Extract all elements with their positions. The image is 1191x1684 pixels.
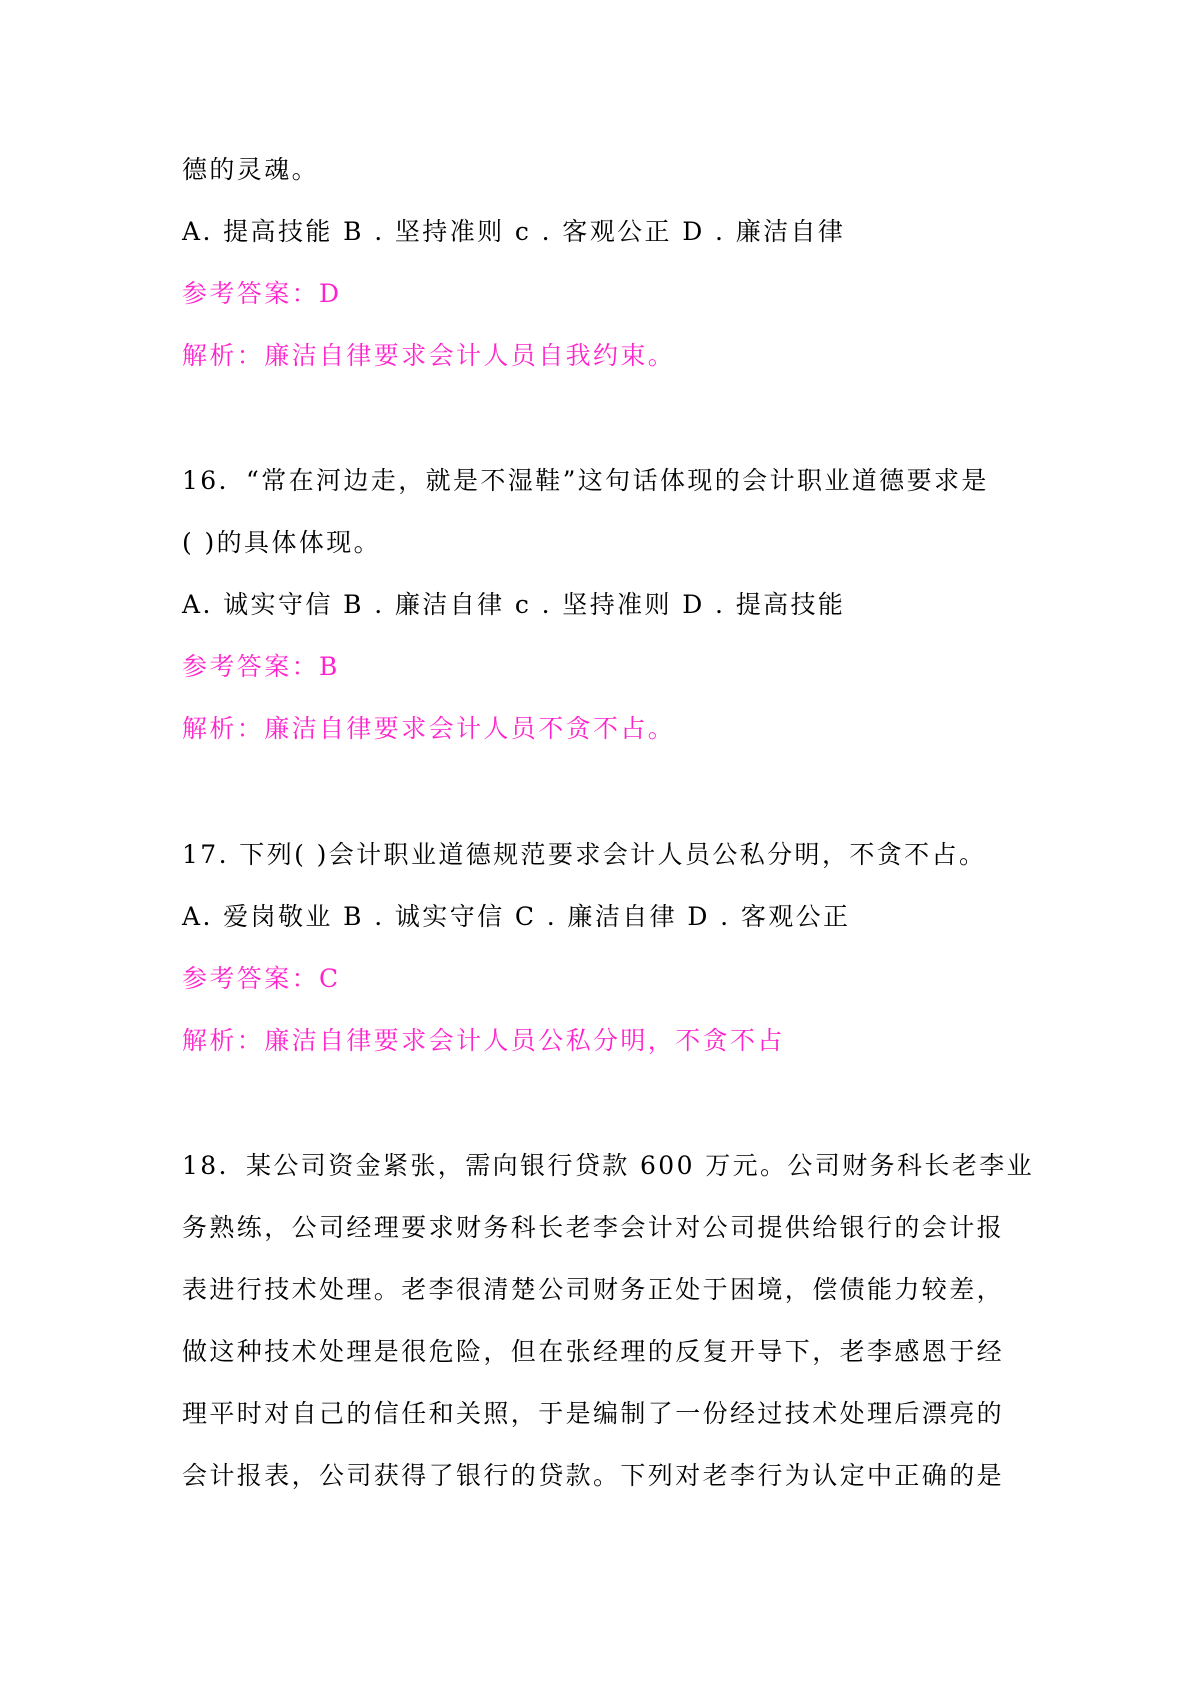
question-18-stem-line: 18．某公司资金紧张，需向银行贷款 600 万元。公司财务科长老李业 bbox=[182, 1151, 1035, 1180]
reference-answer: 参考答案：D bbox=[182, 279, 342, 308]
question-17-stem: 17. 下列( )会计职业道德规范要求会计人员公私分明，不贪不占。 bbox=[182, 840, 987, 869]
question-options: A. 提高技能 B . 坚持准则 c . 客观公正 D . 廉洁自律 bbox=[182, 217, 846, 246]
question-18-stem-line: 会计报表，公司获得了银行的贷款。下列对老李行为认定中正确的是 bbox=[182, 1461, 1005, 1490]
question-17-options: A. 爱岗敬业 B . 诚实守信 C . 廉洁自律 D . 客观公正 bbox=[182, 902, 851, 931]
question-16-options: A. 诚实守信 B . 廉洁自律 c . 坚持准则 D . 提高技能 bbox=[182, 590, 846, 619]
question-17-answer: 参考答案：C bbox=[182, 964, 341, 993]
question-16-stem: 16．“常在河边走，就是不湿鞋”这句话体现的会计职业道德要求是 bbox=[182, 466, 989, 495]
question-18-stem-line: 务熟练，公司经理要求财务科长老李会计对公司提供给银行的会计报 bbox=[182, 1213, 1005, 1242]
question-18-stem-line: 理平时对自己的信任和关照，于是编制了一份经过技术处理后漂亮的 bbox=[182, 1399, 1005, 1428]
question-17-analysis: 解析：廉洁自律要求会计人员公私分明，不贪不占 bbox=[182, 1026, 785, 1055]
question-18-stem-line: 表进行技术处理。老李很清楚公司财务正处于困境，偿债能力较差， bbox=[182, 1275, 1005, 1304]
question-18-stem-line: 做这种技术处理是很危险，但在张经理的反复开导下，老李感恩于经 bbox=[182, 1337, 1005, 1366]
question-stem-tail: 德的灵魂。 bbox=[182, 155, 320, 184]
question-16-analysis: 解析：廉洁自律要求会计人员不贪不占。 bbox=[182, 714, 676, 743]
question-16-stem-continued: ( )的具体体现。 bbox=[182, 528, 382, 557]
answer-analysis: 解析：廉洁自律要求会计人员自我约束。 bbox=[182, 341, 676, 370]
question-16-answer: 参考答案：B bbox=[182, 652, 340, 681]
